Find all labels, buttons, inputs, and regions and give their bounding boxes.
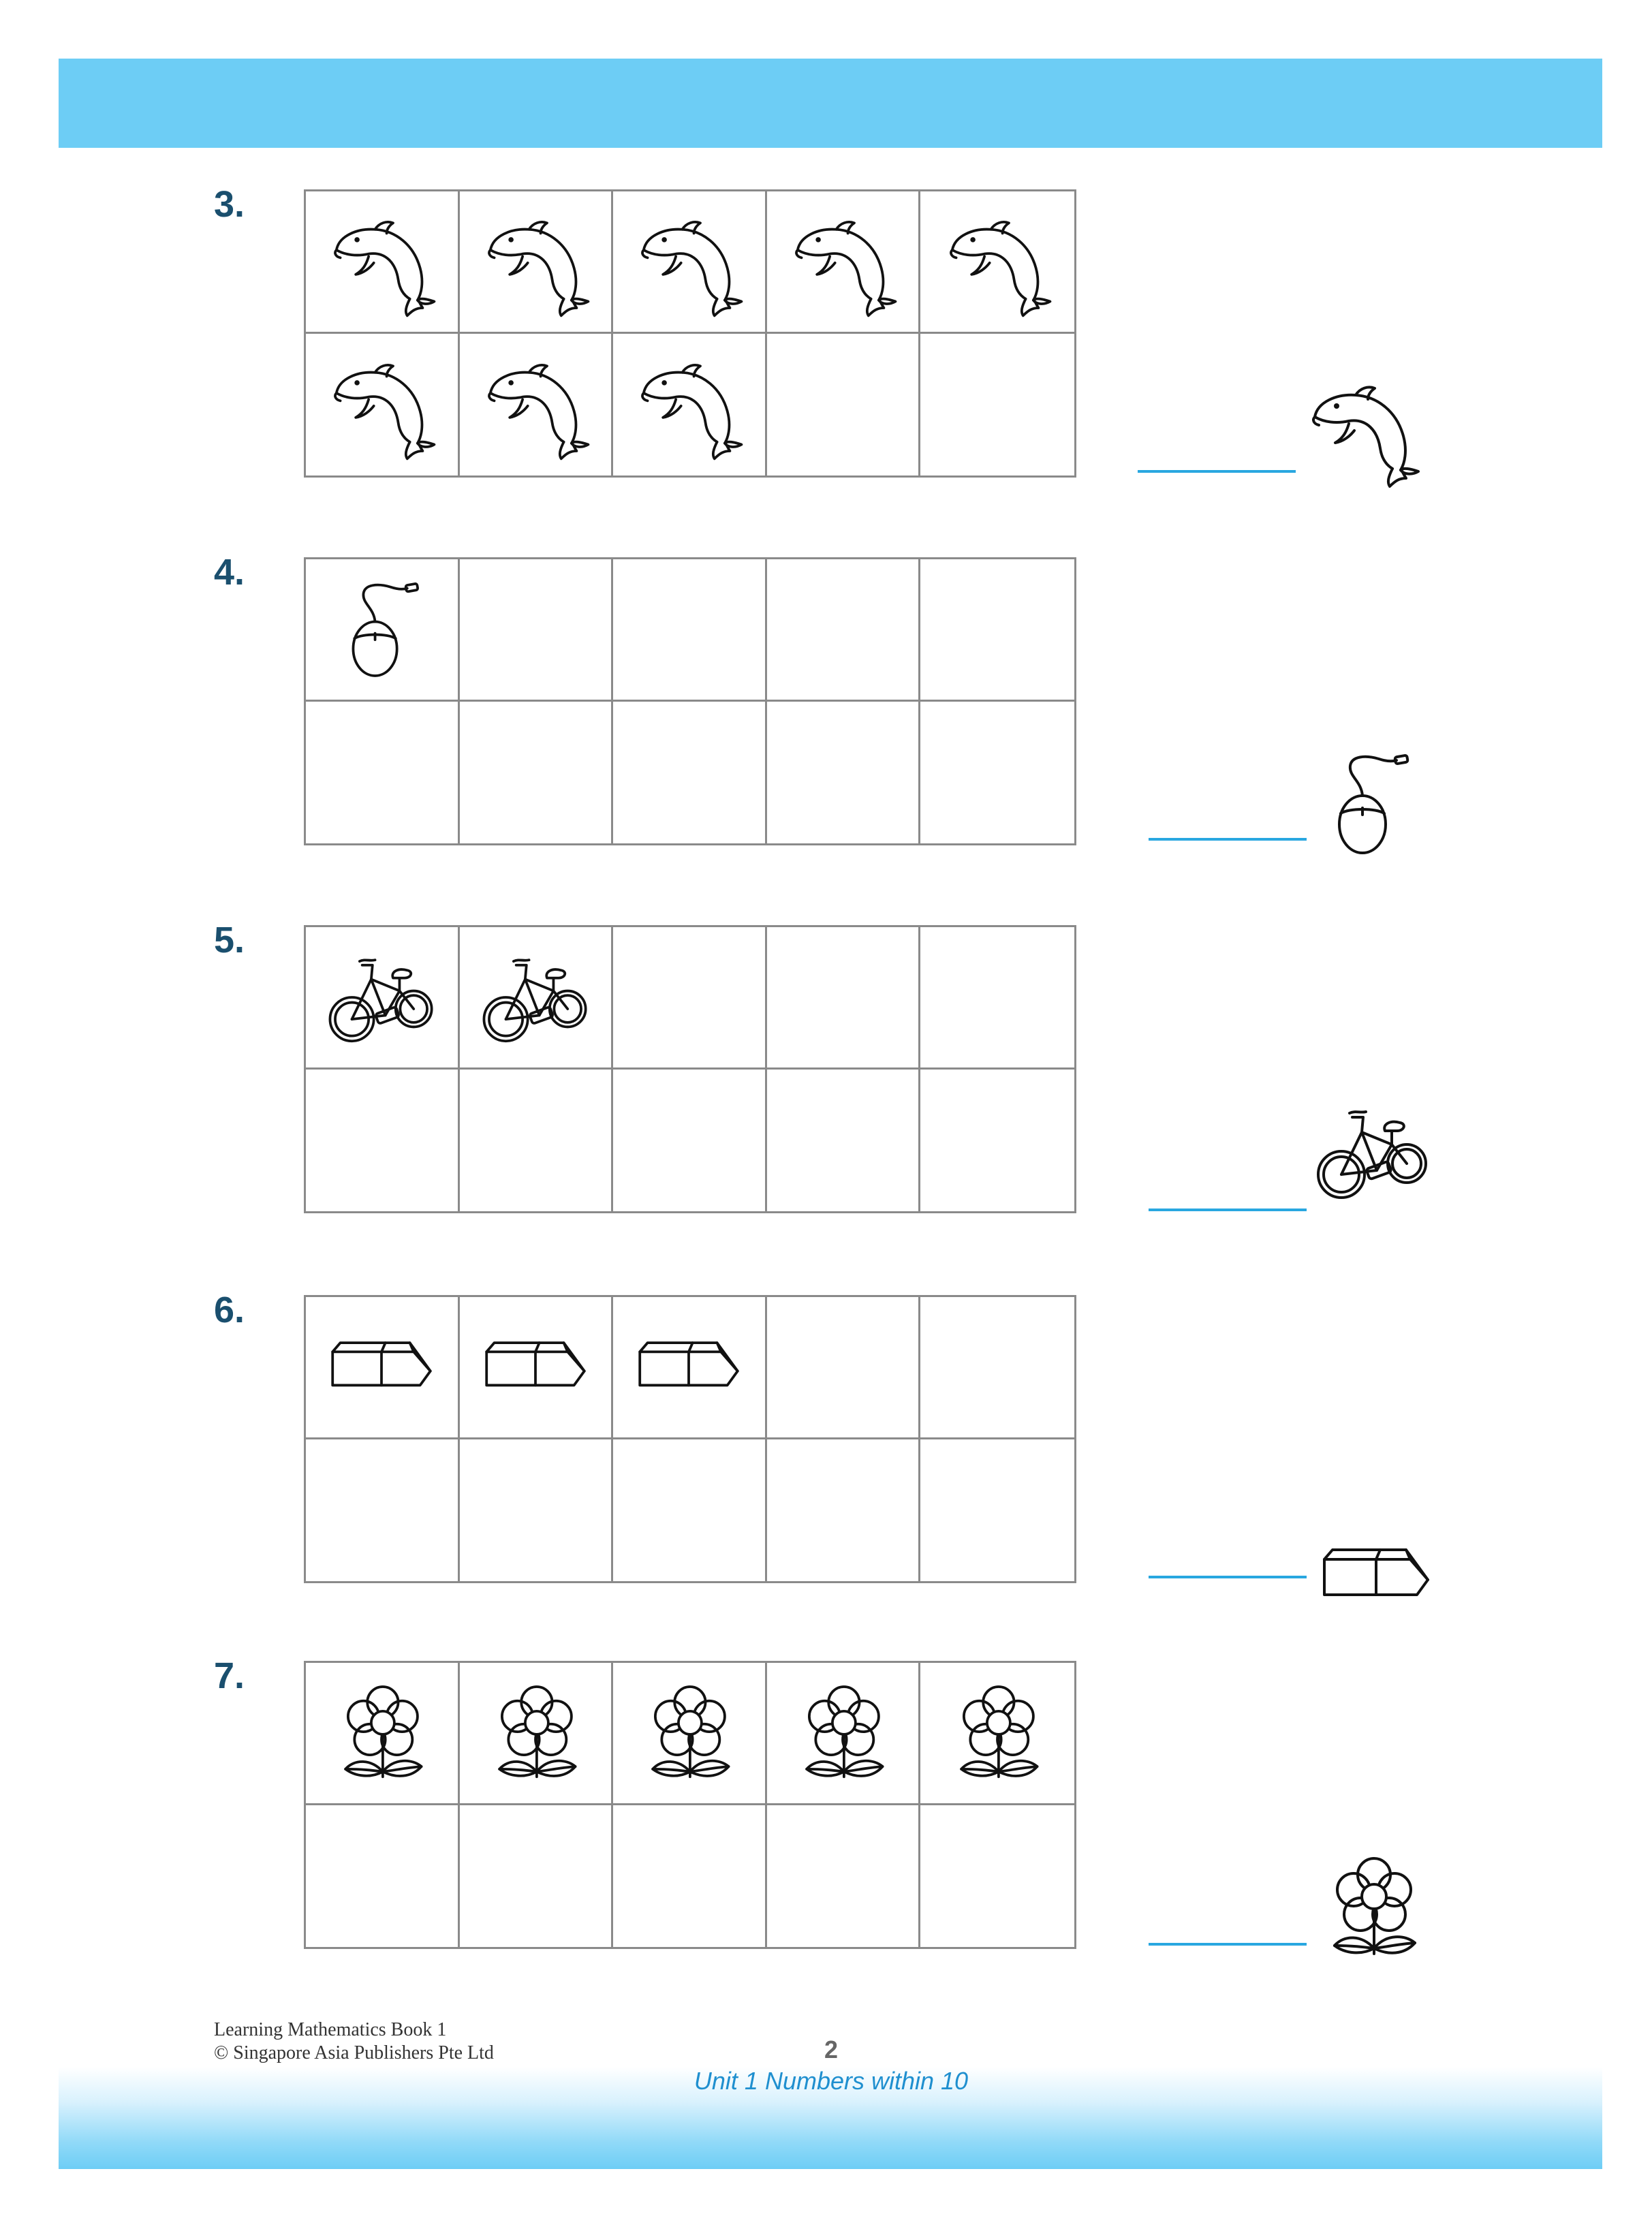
answer-icon xyxy=(1301,368,1424,494)
ten-frame-cell xyxy=(460,927,614,1070)
ten-frame-cell xyxy=(613,1070,767,1212)
ten-frame xyxy=(304,1661,1076,1949)
ten-frame-cell xyxy=(767,559,921,702)
book-title: Learning Mathematics Book 1 xyxy=(214,2019,447,2040)
answer-blank[interactable] xyxy=(1138,470,1296,473)
dolphin-icon xyxy=(785,204,901,319)
ten-frame-cell xyxy=(460,191,614,334)
question-3 xyxy=(0,184,1652,477)
flower-icon xyxy=(1311,1960,1434,1971)
flower-icon xyxy=(631,1675,747,1791)
question-number: 4. xyxy=(214,552,245,593)
question-4 xyxy=(0,552,1652,845)
computer-mouse-icon xyxy=(324,572,439,687)
ten-frame-cell xyxy=(920,191,1074,334)
ten-frame-cell xyxy=(460,559,614,702)
ten-frame-cell xyxy=(767,334,921,476)
eraser-icon xyxy=(324,1309,439,1425)
ten-frame-cell xyxy=(613,927,767,1070)
ten-frame-cell xyxy=(460,1439,614,1582)
ten-frame-cell xyxy=(306,1805,460,1948)
top-banner xyxy=(59,59,1602,148)
answer-icon xyxy=(1308,743,1431,869)
flower-icon xyxy=(939,1675,1055,1791)
dolphin-icon xyxy=(1301,482,1424,493)
ten-frame xyxy=(304,925,1076,1213)
ten-frame-cell xyxy=(613,334,767,476)
ten-frame-cell xyxy=(306,1297,460,1439)
dolphin-icon xyxy=(631,204,747,319)
dolphin-icon xyxy=(324,347,439,463)
ten-frame-cell xyxy=(460,1070,614,1212)
ten-frame-cell xyxy=(460,1805,614,1948)
unit-title: Unit 1 Numbers within 10 xyxy=(693,2067,969,2095)
ten-frame-cell xyxy=(613,1805,767,1948)
ten-frame-cell xyxy=(306,927,460,1070)
ten-frame-cell xyxy=(306,559,460,702)
flower-icon xyxy=(324,1675,439,1791)
dolphin-icon xyxy=(939,204,1055,319)
ten-frame-cell xyxy=(460,1663,614,1805)
question-number: 6. xyxy=(214,1290,245,1330)
ten-frame-cell xyxy=(306,334,460,476)
ten-frame xyxy=(304,1295,1076,1583)
ten-frame-cell xyxy=(920,334,1074,476)
ten-frame-cell xyxy=(767,1070,921,1212)
dolphin-icon xyxy=(324,204,439,319)
eraser-icon xyxy=(478,1309,593,1425)
ten-frame-cell xyxy=(306,1070,460,1212)
ten-frame xyxy=(304,557,1076,845)
ten-frame-cell xyxy=(920,1663,1074,1805)
question-6 xyxy=(0,1290,1652,1582)
question-5 xyxy=(0,920,1652,1213)
ten-frame-cell xyxy=(613,1439,767,1582)
ten-frame-cell xyxy=(613,191,767,334)
ten-frame-cell xyxy=(920,1070,1074,1212)
question-number: 3. xyxy=(214,184,245,225)
ten-frame-cell xyxy=(920,927,1074,1070)
ten-frame-cell xyxy=(767,1805,921,1948)
ten-frame-cell xyxy=(767,1297,921,1439)
bicycle-icon xyxy=(1311,1204,1434,1215)
flower-icon xyxy=(478,1675,593,1791)
eraser-icon xyxy=(631,1309,747,1425)
ten-frame-cell xyxy=(306,702,460,844)
ten-frame xyxy=(304,189,1076,478)
ten-frame-cell xyxy=(920,1297,1074,1439)
computer-mouse-icon xyxy=(1308,856,1431,868)
ten-frame-cell xyxy=(613,1663,767,1805)
ten-frame-cell xyxy=(767,191,921,334)
dolphin-icon xyxy=(631,347,747,463)
ten-frame-cell xyxy=(460,1297,614,1439)
question-number: 7. xyxy=(214,1655,245,1696)
answer-blank[interactable] xyxy=(1149,838,1307,841)
ten-frame-cell xyxy=(920,1439,1074,1582)
ten-frame-cell xyxy=(920,559,1074,702)
question-number: 5. xyxy=(214,920,245,961)
dolphin-icon xyxy=(478,347,593,463)
ten-frame-cell xyxy=(613,1297,767,1439)
bicycle-icon xyxy=(324,939,439,1055)
page-number: 2 xyxy=(824,2036,839,2063)
ten-frame-cell xyxy=(460,702,614,844)
ten-frame-cell xyxy=(306,191,460,334)
ten-frame-cell xyxy=(613,559,767,702)
answer-icon xyxy=(1311,1846,1434,1972)
ten-frame-cell xyxy=(306,1439,460,1582)
ten-frame-cell xyxy=(460,334,614,476)
ten-frame-cell xyxy=(767,1663,921,1805)
copyright: © Singapore Asia Publishers Pte Ltd xyxy=(214,2042,494,2063)
ten-frame-cell xyxy=(306,1663,460,1805)
ten-frame-cell xyxy=(767,702,921,844)
answer-icon xyxy=(1311,1090,1434,1216)
eraser-icon xyxy=(1315,1628,1437,1640)
ten-frame-cell xyxy=(767,927,921,1070)
flower-icon xyxy=(785,1675,901,1791)
bicycle-icon xyxy=(478,939,593,1055)
ten-frame-cell xyxy=(767,1439,921,1582)
question-7 xyxy=(0,1655,1652,1948)
answer-blank[interactable] xyxy=(1149,1576,1307,1578)
answer-blank[interactable] xyxy=(1149,1209,1307,1211)
ten-frame-cell xyxy=(613,702,767,844)
ten-frame-cell xyxy=(920,702,1074,844)
answer-icon xyxy=(1315,1514,1437,1640)
answer-blank[interactable] xyxy=(1149,1943,1307,1946)
ten-frame-cell xyxy=(920,1805,1074,1948)
dolphin-icon xyxy=(478,204,593,319)
